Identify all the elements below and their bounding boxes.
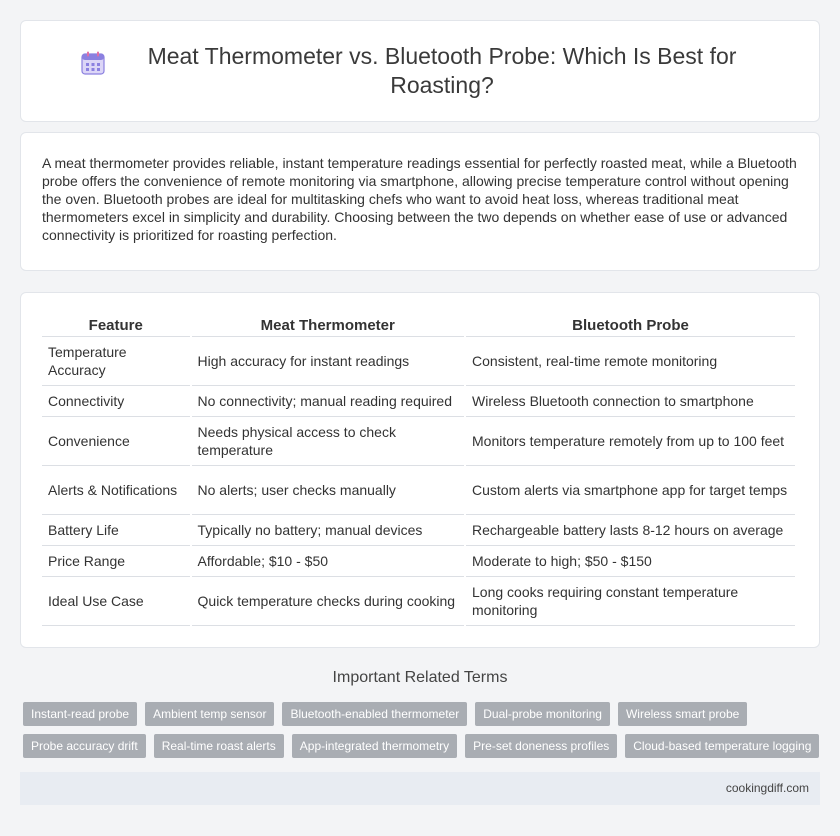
footer-site-link[interactable]: cookingdiff.com — [725, 781, 809, 795]
bluetooth-probe-cell: Wireless Bluetooth connection to smartphone — [466, 386, 795, 417]
meat-thermometer-cell: No connectivity; manual reading required — [192, 386, 465, 417]
bluetooth-probe-cell: Long cooks requiring constant temperature monitoring — [466, 577, 795, 626]
meat-thermometer-cell: Typically no battery; manual devices — [192, 515, 465, 546]
tag-item[interactable]: Cloud-based temperature logging — [625, 734, 819, 758]
related-terms-tags — [23, 702, 823, 766]
intro-paragraph: A meat thermometer provides reliable, instant temperature readings essential for perfectly roasted meat, while a Bluetooth probe offers the convenience of remote monitoring via smartphone, allowing precise temperature control without opening the oven. Bluetooth probes are ideal for multitasking chefs who want to avoid heat loss, whereas traditional meat thermometers excel in simplicity and durability. Choosing between the two depends on whether ease of use or advanced connectivity is prioritized for roasting perfection. — [42, 155, 797, 243]
table-row — [42, 577, 795, 626]
calendar-icon — [80, 50, 106, 76]
tag-item[interactable]: Pre-set doneness profiles — [465, 734, 617, 758]
feature-cell: Battery Life — [42, 515, 190, 546]
tag-item[interactable]: Probe accuracy drift — [23, 734, 146, 758]
table-row — [42, 546, 795, 577]
meat-thermometer-cell: Affordable; $10 - $50 — [192, 546, 465, 577]
bluetooth-probe-cell: Monitors temperature remotely from up to 100 feet — [466, 417, 795, 466]
meat-thermometer-cell: No alerts; user checks manually — [192, 466, 465, 515]
table-row — [42, 466, 795, 515]
feature-cell: Temperature Accuracy — [42, 337, 190, 386]
feature-cell: Connectivity — [42, 386, 190, 417]
feature-cell: Alerts & Notifications — [42, 466, 190, 515]
tag-item[interactable]: Bluetooth-enabled thermometer — [282, 702, 467, 726]
feature-cell: Convenience — [42, 417, 190, 466]
footer — [20, 772, 820, 805]
comparison-table — [40, 311, 797, 626]
table-row — [42, 515, 795, 546]
table-header-row — [42, 311, 795, 337]
header-feature: Feature — [42, 311, 190, 337]
meat-thermometer-cell: Needs physical access to check temperature — [192, 417, 465, 466]
tag-item[interactable]: App-integrated thermometry — [292, 734, 457, 758]
bluetooth-probe-cell: Rechargeable battery lasts 8-12 hours on average — [466, 515, 795, 546]
table-row — [42, 386, 795, 417]
meat-thermometer-cell: Quick temperature checks during cooking — [192, 577, 465, 626]
comparison-card — [20, 292, 820, 648]
tag-item[interactable]: Ambient temp sensor — [145, 702, 274, 726]
table-row — [42, 417, 795, 466]
tag-item[interactable]: Wireless smart probe — [618, 702, 747, 726]
tag-item[interactable]: Dual-probe monitoring — [475, 702, 610, 726]
tag-item[interactable]: Instant-read probe — [23, 702, 137, 726]
header-bluetooth-probe: Bluetooth Probe — [466, 311, 795, 337]
meat-thermometer-cell: High accuracy for instant readings — [192, 337, 465, 386]
feature-cell: Ideal Use Case — [42, 577, 190, 626]
bluetooth-probe-cell: Consistent, real-time remote monitoring — [466, 337, 795, 386]
intro-card — [20, 132, 820, 271]
page-title: Meat Thermometer vs. Bluetooth Probe: Which Is Best for Roasting? — [147, 43, 737, 98]
header-meat-thermometer: Meat Thermometer — [192, 311, 465, 337]
tag-row — [23, 734, 823, 758]
related-terms-title: Important Related Terms — [332, 669, 508, 686]
tag-item[interactable]: Real-time roast alerts — [154, 734, 284, 758]
tag-row — [23, 702, 823, 726]
bluetooth-probe-cell: Moderate to high; $50 - $150 — [466, 546, 795, 577]
bluetooth-probe-cell: Custom alerts via smartphone app for target temps — [466, 466, 795, 515]
table-row — [42, 337, 795, 386]
title-card — [20, 20, 820, 122]
title-wrap — [80, 42, 760, 100]
feature-cell: Price Range — [42, 546, 190, 577]
